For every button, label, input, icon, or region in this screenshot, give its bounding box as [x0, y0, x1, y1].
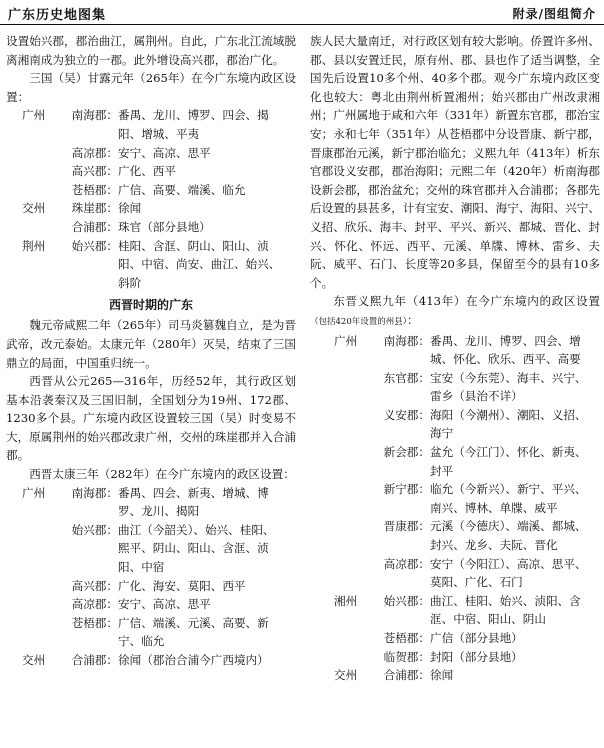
dongjin-division-table	[310, 332, 600, 685]
county-list-line: 宁、临允	[118, 634, 165, 649]
jin-intro-paragraph: 西晋太康三年（282年）在今广东境内的政区设置：	[29, 467, 295, 482]
county-list	[430, 480, 600, 517]
intro-paragraph: 设置始兴郡，郡治曲江，属荆州。自此，广东北江流域脱离湘南成为独立的一郡。此外增设高兴郡，郡治广化。	[6, 34, 296, 67]
county-list	[430, 332, 600, 369]
division-row	[6, 521, 296, 577]
county-list-line: 斜阶	[118, 275, 142, 290]
county-list	[430, 406, 600, 443]
division-row	[6, 577, 296, 596]
county-list	[430, 666, 600, 685]
county-list	[430, 592, 600, 629]
state-name: 交州	[22, 653, 46, 667]
county-list-line: 熙平、阴山、阳山、含洭、浈	[118, 541, 269, 556]
county-list	[118, 484, 296, 521]
county-list-line: 徐闻	[118, 201, 142, 216]
county-list-line: 广信、端溪、元溪、高要、新	[118, 615, 269, 630]
division-row	[310, 666, 600, 685]
right-column	[310, 32, 600, 685]
commandery-name: 苍梧郡：	[71, 615, 118, 630]
commandery-name: 晋康郡：	[383, 519, 430, 534]
division-row	[6, 162, 296, 181]
state-name: 荆州	[22, 238, 46, 253]
dongjin-intro-paragraph	[310, 292, 600, 331]
commandery-name: 合浦郡：	[383, 668, 430, 683]
county-list-line: 广化、海安、莫阳、西平	[118, 578, 246, 593]
county-list	[430, 555, 600, 592]
commandery-name: 始兴郡：	[71, 522, 118, 537]
commandery-name: 新会郡：	[383, 445, 430, 460]
county-list-line: 曲江（今韶关）、始兴、桂阳、	[118, 522, 275, 537]
division-row	[310, 629, 600, 648]
county-list-line: 安宁、高凉、思平	[118, 145, 211, 160]
county-list	[430, 443, 600, 480]
division-row	[310, 369, 600, 406]
division-row	[310, 555, 600, 592]
county-list-line: 雷乡（县治不详）	[430, 389, 523, 404]
county-list	[118, 144, 296, 163]
page-header	[0, 0, 604, 25]
commandery-name: 高凉郡：	[71, 597, 118, 612]
county-list-line: 广信、高要、端溪、临允	[118, 182, 246, 197]
commandery-name: 始兴郡：	[71, 238, 118, 253]
division-row	[310, 648, 600, 667]
county-list	[430, 629, 600, 648]
division-row	[310, 480, 600, 517]
county-list	[118, 595, 296, 614]
county-list	[118, 106, 296, 143]
county-list	[430, 369, 600, 406]
division-row	[6, 106, 296, 143]
commandery-name: 珠崖郡：	[71, 201, 118, 216]
division-row	[310, 517, 600, 554]
county-list-line: 海阳（今潮州）、潮阳、义招、	[430, 407, 587, 422]
county-list	[430, 517, 600, 554]
county-list	[118, 199, 296, 218]
division-row	[6, 484, 296, 521]
commandery-name: 合浦郡：	[71, 653, 118, 667]
book-title: 广东历史地图集	[8, 8, 107, 23]
commandery-name: 东官郡：	[383, 370, 430, 385]
commandery-name: 始兴郡：	[383, 593, 430, 608]
county-list	[430, 648, 600, 667]
commandery-name: 高兴郡：	[71, 578, 118, 593]
county-list-line: 安宁（今阳江）、高凉、思平、	[430, 556, 587, 571]
state-name: 交州	[334, 668, 358, 683]
division-row	[310, 443, 600, 480]
division-row	[310, 406, 600, 443]
county-list-line: 阳、中宿	[118, 560, 165, 575]
county-list-line: 阳、增城、平夷	[118, 126, 200, 141]
division-row	[6, 144, 296, 163]
section-title: 附录/图组简介	[512, 7, 596, 21]
commandery-name: 高凉郡：	[383, 556, 430, 571]
county-list-line: 番禺、四会、新夷、增城、博	[118, 485, 269, 500]
state-name: 广州	[334, 333, 358, 348]
county-list-line: 莫阳、广化、石门	[430, 575, 523, 590]
commandery-name: 南海郡：	[71, 108, 118, 123]
county-list-line: 珠官（部分县地）	[118, 219, 211, 234]
commandery-name: 苍梧郡：	[383, 631, 430, 645]
county-list	[118, 614, 296, 651]
county-list-line: 南兴、博林、单牒、威平	[430, 500, 558, 515]
division-row	[6, 181, 296, 200]
dongjin-paragraph: 族人民大量南迁，对行政区划有较大影响。侨置许多州、郡、县以安置迁民，原有州、郡、县也作了适当调整，全国先后设置10多个州、40多个郡。观今广东境内政区变化也较大：粤北由荆州析置湘州；始兴郡由广州改隶湘州；广州属地于咸和六年（331年）新置东官郡，郡治宝安；永和七年（351年）从苍梧郡中分设晋康、新宁郡，晋康郡治元溪，新宁郡治临允；义熙九年（413年）析东官郡设义安郡，郡治海阳；元熙二年（420年）析南海郡设新会郡，郡治盆允；交州的珠官郡并入合浦郡；各郡先后设置的县甚多，计有宝安、潮阳、海宁、海阳、兴宁、义招、欣乐、海丰、封平、平兴、新兴、都城、晋化、封兴、怀化、怀远、西平、元溪、单牒、博林、雷乡、夫阮、威平、石门、长度等20多县，保留至今的县有10多个。	[310, 34, 600, 290]
county-list-line: 封平	[430, 463, 454, 478]
left-column	[6, 32, 296, 670]
state-name: 交州	[22, 201, 46, 216]
county-list	[118, 181, 296, 200]
county-list-line: 城、怀化、欣乐、西平、高要	[430, 352, 581, 367]
county-list-line: 番禺、龙川、博罗、四会、增	[430, 333, 581, 348]
county-list-line: 徐闻	[430, 668, 454, 683]
state-name: 广州	[22, 485, 46, 500]
county-list-line: 封兴、龙乡、夫阮、晋化	[430, 538, 558, 553]
dongjin-intro-colon: ：	[406, 312, 419, 327]
dongjin-intro-note: （包括420年设置的州县）	[310, 316, 407, 327]
county-list	[118, 237, 296, 293]
division-row	[310, 592, 600, 629]
county-list	[118, 218, 296, 237]
state-name: 湘州	[334, 593, 358, 608]
division-row	[6, 614, 296, 651]
state-name: 广州	[22, 108, 46, 123]
division-row	[6, 651, 296, 670]
county-list-line: 元溪（今德庆）、端溪、都城、	[430, 519, 587, 534]
county-list-line: 番禺、龙川、博罗、四会、揭	[118, 108, 269, 123]
county-list-line: 海宁	[430, 426, 454, 441]
commandery-name: 南海郡：	[383, 333, 430, 348]
division-row	[310, 332, 600, 369]
jin-paragraph-2: 西晋从公元265—316年，历经52年，其行政区划基本沿袭秦汉及三国旧制，全国划分为19州、172郡、1230多个县。广东境内政区设置较三国（吴）时变易不大，原属荆州的始兴郡改隶广州，交州的珠崖郡并入合浦郡。	[6, 374, 296, 463]
dongjin-intro-text: 东晋义熙九年（413年）在今广东境内的政区设置	[333, 294, 600, 309]
county-list-line: 阳、中宿、尚安、曲江、始兴、	[118, 257, 281, 272]
wu-intro-paragraph: 三国（吴）甘露元年（265年）在今广东境内政区设置：	[6, 71, 296, 104]
county-list-line: 封阳（部分县地）	[430, 649, 523, 664]
commandery-name: 临贺郡：	[383, 649, 430, 664]
county-list-line: 宝安（今东莞）、海丰、兴宁、	[430, 370, 587, 385]
county-list	[118, 521, 296, 577]
county-list-line: 洭、中宿、阳山、阴山	[430, 612, 546, 627]
jin-paragraph-1: 魏元帝咸熙二年（265年）司马炎篡魏自立，是为晋武帝，改元泰始。太康元年（280年）灭吴，结束了三国鼎立的局面，中国重归统一。	[6, 318, 296, 370]
county-list-line: 曲江、桂阳、始兴、浈阳、含	[430, 593, 581, 608]
jin-section-heading: 西晋时期的广东	[108, 298, 193, 313]
county-list-line: 临允（今新兴）、新宁、平兴、	[430, 482, 587, 497]
county-list	[118, 162, 296, 181]
jin-division-table	[6, 484, 296, 670]
commandery-name: 高凉郡：	[71, 145, 118, 160]
division-row	[6, 218, 296, 237]
commandery-name: 新宁郡：	[383, 482, 430, 497]
wu-division-table	[6, 106, 296, 292]
commandery-name: 义安郡：	[383, 407, 430, 422]
commandery-name: 高兴郡：	[71, 164, 118, 179]
county-list-line: 罗、龙川、揭阳	[118, 504, 200, 519]
commandery-name: 合浦郡：	[71, 219, 118, 234]
commandery-name: 苍梧郡：	[71, 182, 118, 197]
division-row	[6, 595, 296, 614]
county-list-line: 广化、西平	[118, 164, 176, 179]
county-list	[118, 577, 296, 596]
division-row	[6, 237, 296, 293]
county-list	[118, 651, 296, 670]
county-list-line: 盆允（今江门）、怀化、新夷、	[430, 445, 587, 460]
county-list-line: 安宁、高凉、思平	[118, 597, 211, 612]
county-list-line: 广信（部分县地）	[430, 631, 523, 645]
commandery-name: 南海郡：	[71, 485, 118, 500]
division-row	[6, 199, 296, 218]
county-list-line: 徐闻（郡治合浦今广西境内）	[118, 653, 269, 667]
county-list-line: 桂阳、含洭、阴山、阳山、浈	[118, 238, 269, 253]
